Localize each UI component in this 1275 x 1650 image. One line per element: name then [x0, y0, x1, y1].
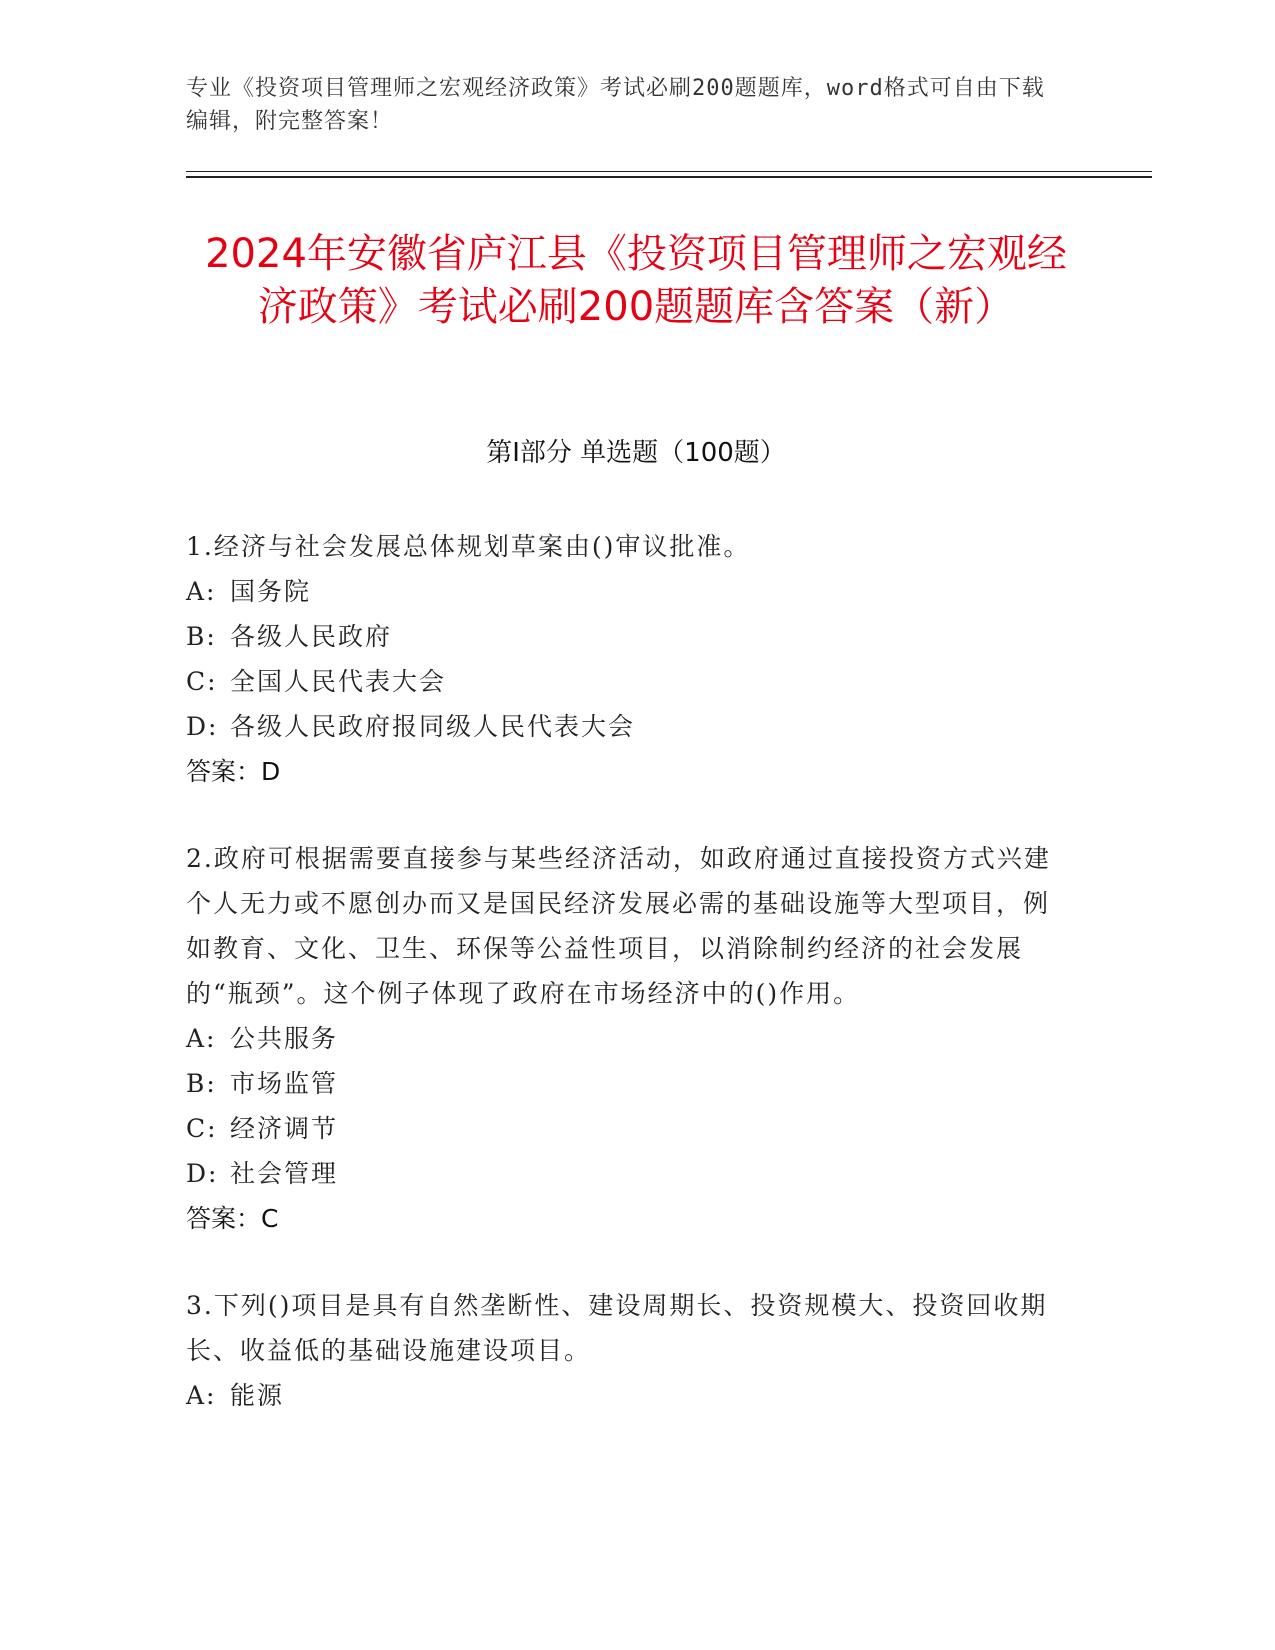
option-d — [186, 704, 1056, 749]
option-key: A: — [186, 577, 217, 606]
option-a — [186, 569, 1056, 614]
option-b — [186, 614, 1056, 659]
question-text: 1.经济与社会发展总体规划草案由()审议批准。 — [186, 532, 751, 561]
option-text: 经济调节 — [230, 1114, 339, 1143]
option-d — [186, 1151, 1056, 1196]
option-text: 市场监管 — [230, 1069, 339, 1098]
document-title: 2024年安徽省庐江县《投资项目管理师之宏观经济政策》考试必刷200题题库含答案（新） — [205, 231, 1067, 330]
option-a — [186, 1016, 1056, 1061]
option-key: B: — [186, 622, 217, 651]
section-title: 第I部分 单选题（100题） — [486, 438, 786, 468]
header-rule-thick — [186, 176, 1152, 178]
option-b — [186, 1061, 1056, 1106]
answer-label: 答案：D — [186, 757, 281, 786]
option-key: D: — [186, 712, 219, 741]
option-key: B: — [186, 1069, 217, 1098]
option-key: A: — [186, 1381, 217, 1410]
header-rule-thin — [186, 171, 1152, 172]
option-text: 社会管理 — [230, 1159, 339, 1188]
option-c — [186, 1106, 1056, 1151]
option-key: A: — [186, 1024, 217, 1053]
question-text: 2.政府可根据需要直接参与某些经济活动，如政府通过直接投资方式兴建个人无力或不愿创办而又是国民经济发展必需的基础设施等大型项目，例如教育、文化、卫生、环保等公益性项目，以消除制约经济的社会发展的“瓶颈”。这个例子体现了政府在市场经济中的()作用。 — [186, 844, 1051, 1008]
option-a — [186, 1373, 1056, 1418]
option-text: 国务院 — [230, 577, 312, 606]
option-text: 各级人民政府 — [230, 622, 393, 651]
option-key: C: — [186, 667, 218, 696]
option-key: C: — [186, 1114, 218, 1143]
option-text: 公共服务 — [230, 1024, 339, 1053]
question-1 — [186, 524, 1056, 794]
option-text: 全国人民代表大会 — [230, 667, 447, 696]
question-3 — [186, 1283, 1056, 1418]
header-note: 专业《投资项目管理师之宏观经济政策》考试必刷200题题库，word格式可自由下载编辑，附完整答案！ — [186, 76, 1045, 134]
question-text: 3.下列()项目是具有自然垄断性、建设周期长、投资规模大、投资回收期长、收益低的基础设施建设项目。 — [186, 1291, 1048, 1365]
option-text: 能源 — [230, 1381, 285, 1410]
option-c — [186, 659, 1056, 704]
question-2 — [186, 836, 1056, 1241]
option-key: D: — [186, 1159, 219, 1188]
question-list — [186, 524, 1056, 1460]
answer-label: 答案：C — [186, 1204, 279, 1233]
option-text: 各级人民政府报同级人民代表大会 — [230, 712, 636, 741]
